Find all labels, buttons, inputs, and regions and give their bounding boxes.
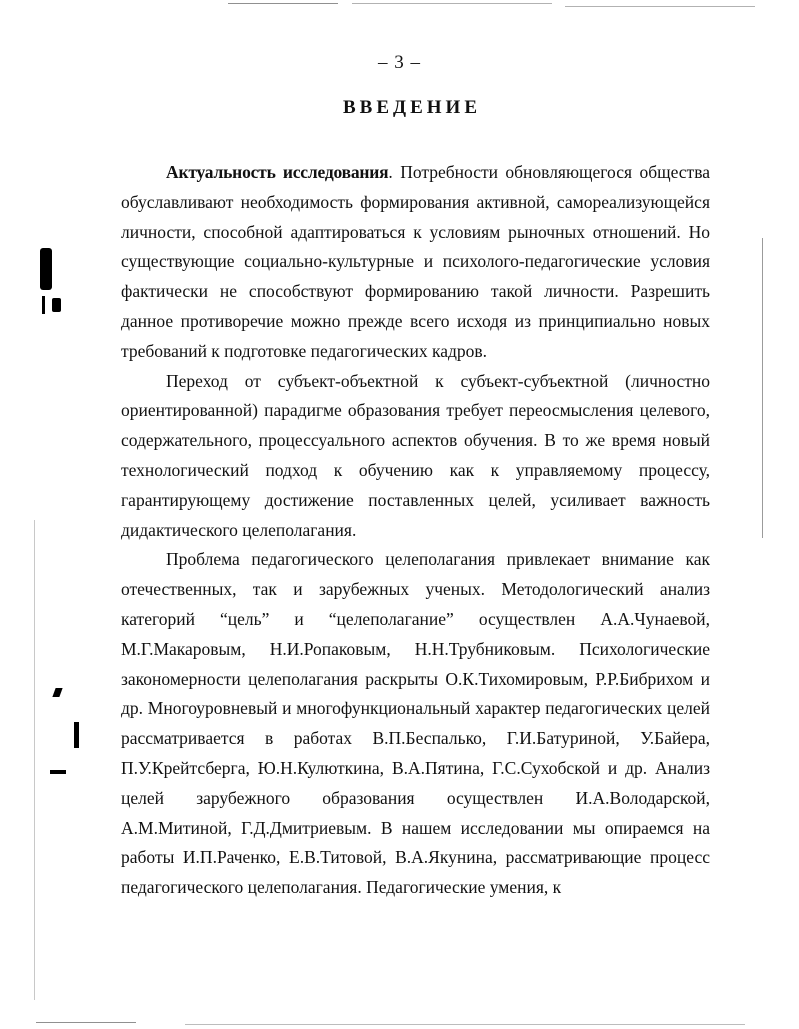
scan-artifact-bottom-line-2 [185, 1024, 745, 1025]
section-heading: ВВЕДЕНИЕ [343, 97, 481, 118]
scan-artifact-left-mark [52, 688, 62, 697]
scan-artifact-left-mark-3 [50, 770, 66, 774]
paragraph-relevance [121, 158, 710, 367]
scan-artifact-top-line-2 [352, 3, 552, 4]
scan-artifact-bottom-line [36, 1022, 136, 1023]
scan-artifact-top-line-3 [565, 6, 755, 7]
scan-artifact-left-mark-2 [74, 722, 79, 748]
scan-artifact-top-line [228, 3, 338, 4]
scan-artifact-left-line [34, 520, 35, 1000]
scan-artifact-left-blot-3 [52, 298, 61, 312]
body-text [121, 158, 710, 903]
scan-artifact-right-line [762, 238, 763, 538]
page-number: – 3 – [378, 52, 421, 73]
paragraph-goal-setting: Проблема педагогического целеполагания привлекает внимание как отечественных, так и зарубежных ученых. Методологический анализ категорий “цель” и “целеполагание” осуществлен А.А.Чунаевой, М.Г.Макаровым, Н.И.Ропаковым, Н.Н.Трубниковым. Психологические закономерности целеполагания раскрыты О.К.Тихомировым, Р.Р.Бибрихом и др. Многоуровневый и многофункциональный характер педагогических целей рассматривается в работах В.П.Беспалько, Г.И.Батуриной, У.Байера, П.У.Крейтсберга, Ю.Н.Кулюткина, В.А.Пятина, Г.С.Сухобской и др. Анализ целей зарубежного образования осуществлен И.А.Володарской, А.М.Митиной, Г.Д.Дмитриевым. В нашем исследовании мы опираемся на работы И.П.Раченко, Е.В.Титовой, В.А.Якунина, рассматривающие процесс педагогического целеполагания. Педагогические умения, к [121, 549, 710, 898]
paragraph-text: . Потребности обновляющегося общества обуславливают необходимость формирования активной, самореализующейся личности, способной адаптироваться к условиям рыночных отношений. Но существующие социально-культурные и психолого-педагогические условия фактически не способствуют формированию такой личности. Разрешить данное противоречие можно прежде всего исходя из принципиально новых требований к подготовке педагогических кадров. [121, 162, 710, 361]
scan-artifact-left-blot [40, 248, 52, 290]
paragraph-lead-term: Актуальность исследования [166, 162, 389, 182]
scan-artifact-left-blot-2 [42, 296, 45, 314]
paragraph-paradigm: Переход от субъект-объектной к субъект-субъектной (личностно ориентированной) парадигме образования требует переосмысления целевого, содержательного, процессуального аспектов обучения. В то же время новый технологический подход к обучению как к управляемому процессу, гарантирующему достижение поставленных целей, усиливает важность дидактического целеполагания. [121, 370, 710, 540]
